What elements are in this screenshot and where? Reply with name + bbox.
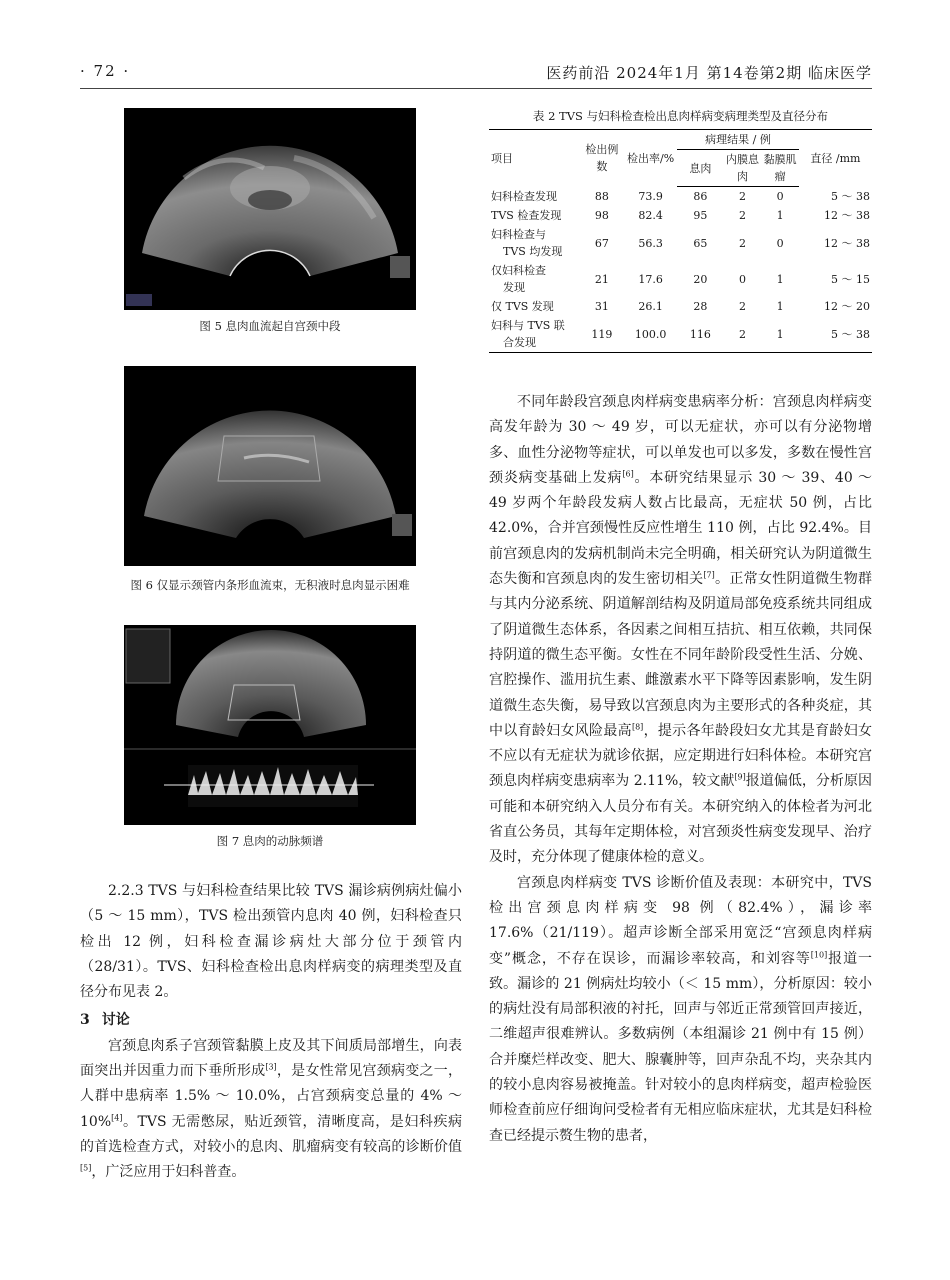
- col-myoma: 黏膜肌瘤: [761, 150, 799, 187]
- col-count: 检出例数: [580, 130, 624, 187]
- table-row: [489, 206, 872, 225]
- table-cell-rate: 100.0: [624, 316, 677, 353]
- table-cell-item: 仅 TVS 发现: [491, 300, 554, 313]
- col-rate: 检出率/%: [624, 130, 677, 187]
- figure-7-doppler: [124, 625, 416, 825]
- col-item: 项目: [489, 130, 580, 187]
- table-cell-endometrial: 2: [738, 300, 746, 313]
- table-header-row: [489, 130, 872, 150]
- table-cell-count: 88: [594, 189, 609, 203]
- table-row: [489, 261, 872, 297]
- table-cell-myoma: 1: [776, 272, 784, 286]
- table-cell-myoma: 1: [776, 209, 784, 222]
- table-cell-endometrial: 2: [724, 316, 762, 353]
- table-cell-endometrial: 2: [738, 209, 746, 222]
- section-3-title: 讨论: [101, 1012, 130, 1029]
- section-3-number: 3: [80, 1012, 90, 1029]
- table-cell-diameter: 12 ～ 38: [824, 236, 870, 250]
- left-column-text: [80, 879, 462, 1186]
- table-cell-item: TVS 检查发现: [491, 209, 562, 222]
- table-cell-diameter: 12 ～ 38: [824, 209, 870, 222]
- table-cell-count: 31: [594, 300, 609, 313]
- page-number: · 72 ·: [80, 62, 131, 80]
- table-cell-polyp: 20: [693, 272, 708, 286]
- table-cell-count: 67: [594, 236, 609, 250]
- table-2-body: [489, 187, 872, 353]
- table-cell-count: 119: [580, 316, 624, 353]
- table-cell-rate: 73.9: [638, 189, 663, 203]
- table-cell-rate: 26.1: [638, 300, 663, 313]
- table-cell-diameter: 12 ～ 20: [824, 300, 870, 313]
- table-cell-myoma: 1: [776, 300, 784, 313]
- citation-6: [6]: [622, 469, 634, 479]
- table-cell-item: 仅妇科检查 发现: [491, 264, 546, 294]
- table-cell-diameter: 5 ～ 15: [831, 272, 870, 286]
- table-cell-polyp: 95: [693, 209, 708, 222]
- table-cell-count: 21: [594, 272, 609, 286]
- discussion-paragraph-1: 宫颈息肉系子宫颈管黏膜上皮及其下间质局部增生，向表面突出并因重力而下垂所形成[3]，是女性常见宫颈病变之一，人群中患病率 1.5% ～ 10.0%，占宫颈病变总量的 4% ～ 10%[4]。TVS 无需憋尿，贴近颈管，清晰度高，是妇科疾病的首选检查方式，对较小的息肉、肌瘤病变有较高的诊断价值[5]，广泛应用于妇科普查。: [80, 1037, 462, 1181]
- table-cell-endometrial: 0: [738, 272, 746, 286]
- table-cell-rate: 82.4: [638, 209, 663, 222]
- table-cell-polyp: 65: [693, 236, 708, 250]
- figure-5-caption: 图 5 息肉血流起自宫颈中段: [199, 319, 341, 333]
- page-header: [80, 62, 872, 84]
- citation-10: [10]: [810, 949, 828, 959]
- table-row: [489, 187, 872, 207]
- citation-3: [3]: [265, 1062, 277, 1072]
- table-row: [489, 297, 872, 316]
- col-endometrial: 内膜息肉: [724, 150, 762, 187]
- citation-8: [8]: [631, 722, 644, 732]
- figure-6-ultrasound: [124, 366, 416, 566]
- table-cell-myoma: 0: [776, 190, 784, 203]
- table-cell-polyp: 86: [693, 190, 708, 203]
- section-3-heading: [80, 1008, 462, 1033]
- col-diameter: 直径 /mm: [799, 130, 872, 187]
- table-cell-endometrial: 2: [738, 236, 746, 250]
- citation-4: [4]: [111, 1113, 123, 1123]
- table-cell-rate: 17.6: [638, 272, 663, 286]
- table-cell-item: 妇科检查发现: [491, 189, 557, 203]
- table-cell-myoma: 0: [776, 236, 784, 250]
- table-cell-item: 妇科与 TVS 联 合发现: [489, 316, 580, 353]
- table-2: [489, 129, 872, 353]
- section-2-2-3-paragraph: 2.2.3 TVS 与妇科检查结果比较 TVS 漏诊病例病灶偏小（5 ～ 15 mm），TVS 检出颈管内息肉 40 例，妇科检查只检出 12 例，妇科检查漏诊病灶大部分位于颈管内（28/31）。TVS、妇科检查检出息肉样病变的病理类型及直径分布见表 2。: [80, 883, 462, 1001]
- table-cell-count: 98: [594, 209, 609, 222]
- age-analysis-paragraph: 不同年龄段宫颈息肉样病变患病率分析：宫颈息肉样病变高发年龄为 30 ～ 49 岁，可以无症状，亦可以有分泌物增多、血性分泌物等症状，可以单发也可以多发，多数在慢性宫颈炎病变基础上发病[6]。本研究结果显示 30 ～ 39、40 ～ 49 岁两个年龄段发病人数占比最高，无症状 50 例，占比 42.0%，合并宫颈慢性反应性增生 110 例，占比 92.4%。目前宫颈息肉的发病机制尚未完全明确，相关研究认为阴道微生态失衡和宫颈息肉的发生密切相关[7]。正常女性阴道微生物群与其内分泌系统、阴道解剖结构及阴道局部免疫系统共同组成了阴道微生态体系，各因素之间相互拮抗、相互依赖，共同保持阴道的微生态平衡。女性在不同年龄阶段受性生活、分娩、宫腔操作、滥用抗生素、雌激素水平下降等因素影响，发生阴道微生态失衡，易导致以宫颈息肉为主要形式的各种炎症，其中以育龄妇女风险最高[8]，提示各年龄段妇女尤其是育龄妇女不应以有无症状为就诊依据，应定期进行妇科体检。本研究宫颈息肉样病变患病率为 2.11%，较文献[9]报道偏低，分析原因可能和本研究纳入人员分布有关。本研究纳入的体检者为河北省直公务员，其每年定期体检，对宫颈炎性病变发现早、治疗及时，充分体现了健康体检的意义。: [489, 394, 873, 866]
- table-row: [489, 225, 872, 261]
- figure-5-ultrasound: [124, 108, 416, 310]
- citation-5: [5]: [80, 1163, 92, 1173]
- table-row: [489, 316, 872, 353]
- col-polyp: 息肉: [677, 150, 723, 187]
- table-cell-endometrial: 2: [738, 190, 746, 203]
- figure-7-caption: 图 7 息肉的动脉频谱: [216, 834, 324, 848]
- table-cell-diameter: 5 ～ 38: [831, 189, 870, 203]
- tvs-value-paragraph: 宫颈息肉样病变 TVS 诊断价值及表现：本研究中，TVS 检出宫颈息肉样病变 98 例（82.4%），漏诊率 17.6%（21/119）。超声诊断全部采用宽泛“宫颈息肉样病变”概念，不存在误诊，而漏诊率较高，和刘容等[10]报道一致。漏诊的 21 例病灶均较小（＜ 15 mm），分析原因：较小的病灶没有局部积液的衬托，回声与邻近正常颈管回声接近，二维超声很难辨认。多数病例（本组漏诊 21 例中有 15 例）合并糜烂样改变、肥大、腺囊肿等，回声杂乱不均，夹杂其内的较小息肉容易被掩盖。针对较小的息肉样病变，超声检验医师检查前应仔细询问受检者有无相应临床症状，尤其是妇科检查已经提示赘生物的患者，: [489, 874, 873, 1144]
- journal-info: 医药前沿 2024年1月 第14卷第2期 临床医学: [546, 64, 872, 82]
- figure-6-caption: 图 6 仅显示颈管内条形血流束，无积液时息肉显示困难: [130, 578, 410, 592]
- table-cell-myoma: 1: [761, 316, 799, 353]
- right-column-text: [489, 390, 872, 1149]
- table-cell-rate: 56.3: [638, 236, 663, 250]
- col-pathology: 病理结果 / 例: [677, 130, 799, 150]
- table-cell-polyp: 28: [693, 300, 708, 313]
- table-cell-polyp: 116: [677, 316, 723, 353]
- table-cell-item: 妇科检查与 TVS 均发现: [491, 228, 563, 258]
- header-rule: [80, 88, 872, 89]
- table-cell-diameter: 5 ～ 38: [799, 316, 872, 353]
- table-2-title: 表 2 TVS 与妇科检查检出息肉样病变病理类型及直径分布: [532, 109, 829, 123]
- citation-7: [7]: [703, 570, 715, 580]
- citation-9: [9]: [734, 772, 746, 782]
